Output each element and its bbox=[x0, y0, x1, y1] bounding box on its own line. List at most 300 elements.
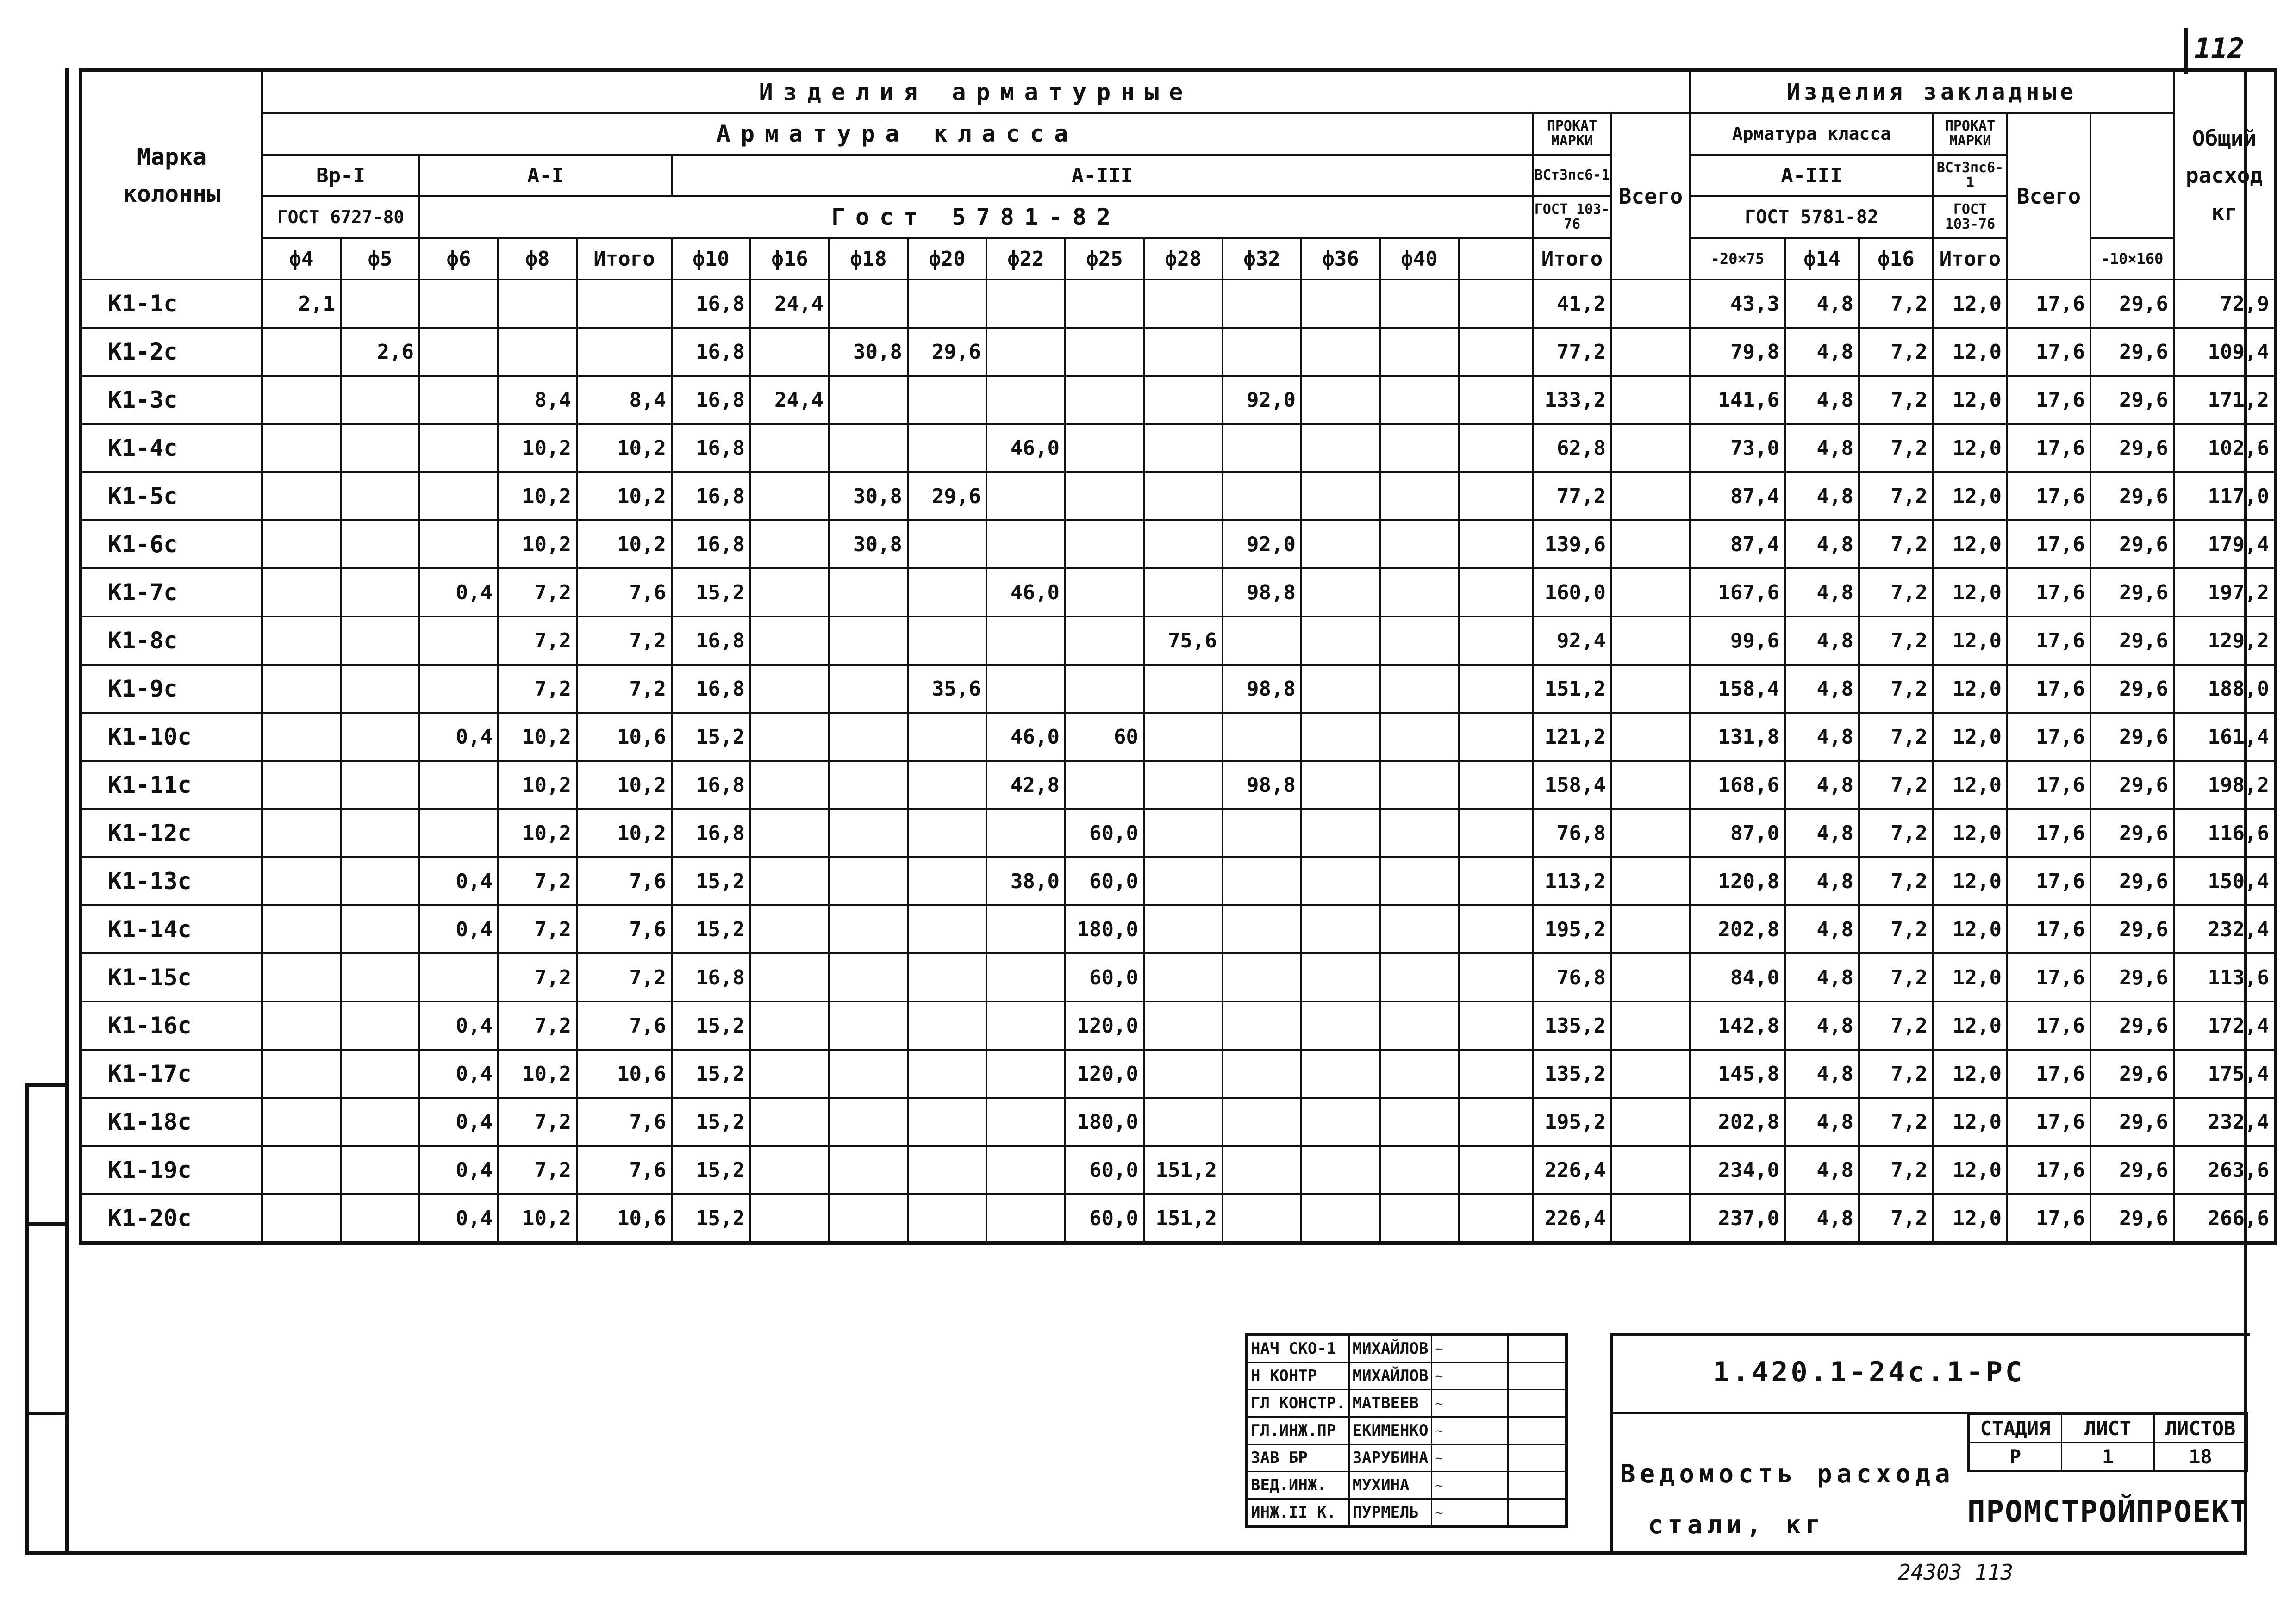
sub-header: ф5 bbox=[341, 238, 419, 280]
table-cell bbox=[1065, 568, 1144, 616]
table-cell: 7,2 bbox=[1859, 520, 1933, 568]
table-cell bbox=[262, 1194, 341, 1243]
sub-header: ф10 bbox=[672, 238, 750, 280]
table-cell bbox=[750, 761, 829, 809]
table-cell bbox=[1065, 616, 1144, 665]
table-cell: 7,2 bbox=[1859, 376, 1933, 424]
table-cell bbox=[1380, 280, 1459, 328]
table-cell bbox=[750, 905, 829, 953]
table-cell: 24,4 bbox=[750, 376, 829, 424]
table-cell bbox=[986, 520, 1065, 568]
table-cell bbox=[750, 1146, 829, 1194]
signature: ~ bbox=[1432, 1444, 1508, 1472]
table-cell: 158,4 bbox=[1690, 665, 1785, 713]
column-mark: К1-12с bbox=[81, 809, 262, 857]
table-cell bbox=[262, 761, 341, 809]
table-cell: 29,6 bbox=[2090, 857, 2174, 905]
column-mark: К1-7с bbox=[81, 568, 262, 616]
table-cell: 7,2 bbox=[1859, 1002, 1933, 1050]
table-cell: 12,0 bbox=[1933, 1146, 2007, 1194]
table-cell bbox=[986, 1002, 1065, 1050]
table-cell: 198,2 bbox=[2174, 761, 2276, 809]
table-cell bbox=[498, 328, 577, 376]
table-cell: 16,8 bbox=[672, 520, 750, 568]
table-cell: 17,6 bbox=[2007, 520, 2090, 568]
table-cell: 135,2 bbox=[1533, 1050, 1611, 1098]
table-cell: 171,2 bbox=[2174, 376, 2276, 424]
table-cell bbox=[341, 809, 419, 857]
table-row bbox=[81, 328, 2276, 376]
table-cell: 4,8 bbox=[1785, 1050, 1859, 1098]
table-cell: 12,0 bbox=[1933, 1002, 2007, 1050]
table-cell: 60,0 bbox=[1065, 953, 1144, 1002]
table-cell: 12,0 bbox=[1933, 1194, 2007, 1243]
table-cell: 139,6 bbox=[1533, 520, 1611, 568]
table-cell: 10,2 bbox=[498, 809, 577, 857]
table-cell: 10,2 bbox=[577, 472, 672, 520]
table-cell: 234,0 bbox=[1690, 1146, 1785, 1194]
table-cell bbox=[1459, 424, 1533, 472]
table-cell bbox=[908, 905, 986, 953]
table-cell: 17,6 bbox=[2007, 328, 2090, 376]
table-cell: 7,2 bbox=[498, 665, 577, 713]
stamp-role: ВЕД.ИНЖ. bbox=[1247, 1472, 1349, 1499]
table-cell bbox=[1223, 424, 1301, 472]
table-cell: 17,6 bbox=[2007, 1050, 2090, 1098]
table-cell bbox=[1611, 665, 1690, 713]
sub-header: ф36 bbox=[1301, 238, 1380, 280]
table-cell: 98,8 bbox=[1223, 665, 1301, 713]
table-cell: 76,8 bbox=[1533, 953, 1611, 1002]
table-cell bbox=[1065, 472, 1144, 520]
table-cell: 113,2 bbox=[1533, 857, 1611, 905]
table-cell bbox=[986, 1050, 1065, 1098]
table-row bbox=[81, 1146, 2276, 1194]
table-cell: 4,8 bbox=[1785, 809, 1859, 857]
table-cell bbox=[341, 1146, 419, 1194]
table-cell: 4,8 bbox=[1785, 665, 1859, 713]
class-a3-embedded: А-III bbox=[1690, 155, 1933, 196]
table-cell: 131,8 bbox=[1690, 713, 1785, 761]
table-cell: 15,2 bbox=[672, 568, 750, 616]
table-cell: 17,6 bbox=[2007, 280, 2090, 328]
table-cell bbox=[1301, 1050, 1380, 1098]
table-cell: 226,4 bbox=[1533, 1146, 1611, 1194]
table-cell bbox=[262, 1002, 341, 1050]
table-cell: 7,6 bbox=[577, 857, 672, 905]
table-cell bbox=[1380, 520, 1459, 568]
table-cell bbox=[750, 713, 829, 761]
table-cell bbox=[1459, 472, 1533, 520]
table-cell: 109,4 bbox=[2174, 328, 2276, 376]
table-cell: 7,2 bbox=[498, 1146, 577, 1194]
table-cell bbox=[1459, 665, 1533, 713]
table-cell bbox=[341, 616, 419, 665]
table-cell bbox=[1301, 424, 1380, 472]
table-cell bbox=[829, 568, 908, 616]
table-cell: 167,6 bbox=[1690, 568, 1785, 616]
table-cell bbox=[262, 953, 341, 1002]
table-cell bbox=[341, 1050, 419, 1098]
table-cell bbox=[1144, 328, 1223, 376]
table-row bbox=[81, 857, 2276, 905]
table-cell bbox=[750, 953, 829, 1002]
table-cell: 4,8 bbox=[1785, 568, 1859, 616]
table-cell bbox=[986, 1146, 1065, 1194]
table-cell bbox=[908, 280, 986, 328]
sub-header: ф6 bbox=[419, 238, 498, 280]
table-cell bbox=[1301, 280, 1380, 328]
table-cell bbox=[262, 1050, 341, 1098]
table-cell: 7,2 bbox=[1859, 761, 1933, 809]
table-cell: 4,8 bbox=[1785, 905, 1859, 953]
stamp-role: ГЛ.ИНЖ.ПР bbox=[1247, 1417, 1349, 1444]
table-cell: 41,2 bbox=[1533, 280, 1611, 328]
table-cell: 16,8 bbox=[672, 761, 750, 809]
table-cell bbox=[908, 1194, 986, 1243]
class-vr1: Вр-I bbox=[262, 155, 419, 196]
table-cell: 0,4 bbox=[419, 1050, 498, 1098]
table-cell: 120,8 bbox=[1690, 857, 1785, 905]
table-cell bbox=[1301, 905, 1380, 953]
table-cell bbox=[262, 665, 341, 713]
table-cell: 12,0 bbox=[1933, 328, 2007, 376]
table-cell bbox=[1459, 809, 1533, 857]
table-cell: 150,4 bbox=[2174, 857, 2276, 905]
sub-header: ф40 bbox=[1380, 238, 1459, 280]
sheets-label: ЛИСТОВ bbox=[2154, 1414, 2247, 1443]
binding-tick bbox=[25, 1083, 67, 1087]
table-cell: 12,0 bbox=[1933, 713, 2007, 761]
table-cell: 76,8 bbox=[1533, 809, 1611, 857]
table-cell: 7,2 bbox=[1859, 905, 1933, 953]
table-cell bbox=[341, 857, 419, 905]
sub-header: ф25 bbox=[1065, 238, 1144, 280]
table-cell: 151,2 bbox=[1144, 1194, 1223, 1243]
table-cell: 92,4 bbox=[1533, 616, 1611, 665]
table-cell: 141,6 bbox=[1690, 376, 1785, 424]
table-cell bbox=[908, 953, 986, 1002]
table-cell bbox=[1144, 472, 1223, 520]
table-cell: 226,4 bbox=[1533, 1194, 1611, 1243]
table-cell: 0,4 bbox=[419, 1002, 498, 1050]
table-cell: 202,8 bbox=[1690, 905, 1785, 953]
table-cell: 7,2 bbox=[498, 568, 577, 616]
signature: ~ bbox=[1432, 1363, 1508, 1390]
table-cell: 10,6 bbox=[577, 713, 672, 761]
table-cell: 17,6 bbox=[2007, 472, 2090, 520]
table-cell: 17,6 bbox=[2007, 1002, 2090, 1050]
table-cell: 7,2 bbox=[1859, 1146, 1933, 1194]
table-cell: 202,8 bbox=[1690, 1098, 1785, 1146]
table-cell: 102,6 bbox=[2174, 424, 2276, 472]
table-cell bbox=[1380, 568, 1459, 616]
table-cell bbox=[1144, 424, 1223, 472]
table-cell bbox=[1301, 761, 1380, 809]
table-cell: 116,6 bbox=[2174, 809, 2276, 857]
stamp-row bbox=[1247, 1444, 1566, 1472]
table-cell bbox=[1380, 857, 1459, 905]
stamp-row bbox=[1247, 1499, 1566, 1527]
rolled-mark-header: ПРОКАТ МАРКИ bbox=[1533, 113, 1611, 155]
table-cell: 12,0 bbox=[1933, 905, 2007, 953]
table-cell bbox=[750, 424, 829, 472]
table-cell bbox=[1459, 280, 1533, 328]
stamp-name: МАТВЕЕВ bbox=[1349, 1390, 1432, 1417]
document-title-line: Ведомость расхода bbox=[1620, 1459, 1955, 1488]
table-cell: 8,4 bbox=[498, 376, 577, 424]
table-cell bbox=[1459, 568, 1533, 616]
table-cell bbox=[750, 665, 829, 713]
table-cell: 113,6 bbox=[2174, 953, 2276, 1002]
table-cell: 15,2 bbox=[672, 1146, 750, 1194]
table-cell: 43,3 bbox=[1690, 280, 1785, 328]
table-cell: 129,2 bbox=[2174, 616, 2276, 665]
table-cell bbox=[829, 905, 908, 953]
table-cell: 7,2 bbox=[1859, 568, 1933, 616]
signature-stamp bbox=[1245, 1333, 1568, 1528]
table-cell: 72,9 bbox=[2174, 280, 2276, 328]
table-cell: 4,8 bbox=[1785, 472, 1859, 520]
table-cell bbox=[1223, 1050, 1301, 1098]
table-cell bbox=[1301, 376, 1380, 424]
table-cell bbox=[829, 857, 908, 905]
table-cell bbox=[1065, 520, 1144, 568]
table-cell bbox=[1223, 713, 1301, 761]
table-row bbox=[81, 761, 2276, 809]
table-cell: 7,2 bbox=[1859, 665, 1933, 713]
table-cell bbox=[262, 568, 341, 616]
table-cell bbox=[1459, 520, 1533, 568]
table-cell: 17,6 bbox=[2007, 905, 2090, 953]
table-cell bbox=[908, 761, 986, 809]
table-cell: 7,2 bbox=[498, 857, 577, 905]
table-cell: 29,6 bbox=[908, 328, 986, 376]
table-cell bbox=[908, 1146, 986, 1194]
column-mark: К1-6с bbox=[81, 520, 262, 568]
table-cell bbox=[341, 376, 419, 424]
table-cell bbox=[262, 424, 341, 472]
sub-header: ф4 bbox=[262, 238, 341, 280]
table-cell: 10,2 bbox=[577, 809, 672, 857]
table-cell bbox=[1223, 857, 1301, 905]
table-cell: 29,6 bbox=[2090, 1050, 2174, 1098]
table-cell: 0,4 bbox=[419, 568, 498, 616]
table-cell bbox=[1611, 857, 1690, 905]
table-cell bbox=[908, 1050, 986, 1098]
table-row bbox=[81, 520, 2276, 568]
table-cell: 30,8 bbox=[829, 328, 908, 376]
table-cell bbox=[1380, 1050, 1459, 1098]
table-cell bbox=[750, 1194, 829, 1243]
table-cell bbox=[1380, 1002, 1459, 1050]
table-cell bbox=[1223, 953, 1301, 1002]
table-cell bbox=[419, 665, 498, 713]
table-cell bbox=[1144, 761, 1223, 809]
table-cell: 15,2 bbox=[672, 1098, 750, 1146]
column-mark: К1-9с bbox=[81, 665, 262, 713]
table-cell bbox=[419, 376, 498, 424]
table-cell bbox=[750, 472, 829, 520]
table-cell: 168,6 bbox=[1690, 761, 1785, 809]
stamp-row bbox=[1247, 1363, 1566, 1390]
table-cell bbox=[1459, 761, 1533, 809]
table-cell: 7,2 bbox=[498, 1002, 577, 1050]
gost-5781-embedded: ГОСТ 5781-82 bbox=[1690, 196, 1933, 238]
table-cell bbox=[1459, 1146, 1533, 1194]
table-cell: 29,6 bbox=[2090, 713, 2174, 761]
table-cell: 237,0 bbox=[1690, 1194, 1785, 1243]
table-cell: 4,8 bbox=[1785, 328, 1859, 376]
table-cell bbox=[419, 761, 498, 809]
table-cell: 12,0 bbox=[1933, 1050, 2007, 1098]
table-cell bbox=[829, 713, 908, 761]
table-cell bbox=[1611, 1098, 1690, 1146]
stage-label: СТАДИЯ bbox=[1969, 1414, 2062, 1443]
table-cell: 151,2 bbox=[1144, 1146, 1223, 1194]
stamp-role: ГЛ КОНСТР. bbox=[1247, 1390, 1349, 1417]
table-cell: 29,6 bbox=[2090, 1002, 2174, 1050]
table-cell: 4,8 bbox=[1785, 953, 1859, 1002]
table-cell: 46,0 bbox=[986, 713, 1065, 761]
table-cell: 29,6 bbox=[2090, 568, 2174, 616]
table-cell bbox=[1144, 665, 1223, 713]
column-mark: К1-20с bbox=[81, 1194, 262, 1243]
table-cell bbox=[1380, 424, 1459, 472]
table-cell: 7,2 bbox=[1859, 713, 1933, 761]
table-cell: 7,2 bbox=[1859, 857, 1933, 905]
table-cell: 77,2 bbox=[1533, 472, 1611, 520]
table-cell: 4,8 bbox=[1785, 713, 1859, 761]
table-cell bbox=[1223, 472, 1301, 520]
table-cell bbox=[1611, 713, 1690, 761]
table-cell bbox=[986, 616, 1065, 665]
table-cell: 60,0 bbox=[1065, 857, 1144, 905]
table-cell: 12,0 bbox=[1933, 616, 2007, 665]
column-mark: К1-13с bbox=[81, 857, 262, 905]
table-cell bbox=[1223, 809, 1301, 857]
sub-header: ф20 bbox=[908, 238, 986, 280]
table-cell: 195,2 bbox=[1533, 1098, 1611, 1146]
table-cell: 7,2 bbox=[577, 616, 672, 665]
table-cell bbox=[1301, 568, 1380, 616]
table-cell: 29,6 bbox=[2090, 809, 2174, 857]
column-mark: К1-19с bbox=[81, 1146, 262, 1194]
sub-header: ф8 bbox=[498, 238, 577, 280]
column-mark: К1-1с bbox=[81, 280, 262, 328]
table-cell bbox=[1380, 953, 1459, 1002]
table-cell: 4,8 bbox=[1785, 1146, 1859, 1194]
table-cell: 30,8 bbox=[829, 472, 908, 520]
table-cell: 0,4 bbox=[419, 1098, 498, 1146]
table-cell: 12,0 bbox=[1933, 376, 2007, 424]
binding-tick bbox=[25, 1222, 67, 1226]
table-cell: 24,4 bbox=[750, 280, 829, 328]
table-cell bbox=[1611, 520, 1690, 568]
sub-header: -10×160 bbox=[2090, 238, 2174, 280]
table-cell bbox=[341, 568, 419, 616]
table-cell bbox=[419, 472, 498, 520]
table-cell bbox=[262, 1146, 341, 1194]
table-cell: 17,6 bbox=[2007, 665, 2090, 713]
table-cell bbox=[1459, 1050, 1533, 1098]
table-cell bbox=[1611, 424, 1690, 472]
sub-header: Итого bbox=[577, 238, 672, 280]
table-cell bbox=[1301, 857, 1380, 905]
steel-grade-2: ВСт3пс6-1 bbox=[1933, 155, 2007, 196]
sub-header: ф16 bbox=[750, 238, 829, 280]
table-row bbox=[81, 472, 2276, 520]
table-cell: 160,0 bbox=[1533, 568, 1611, 616]
table-cell: 17,6 bbox=[2007, 376, 2090, 424]
table-cell bbox=[1611, 953, 1690, 1002]
stamp-name: МИХАЙЛОВ bbox=[1349, 1363, 1432, 1390]
table-cell: 98,8 bbox=[1223, 568, 1301, 616]
table-cell: 117,0 bbox=[2174, 472, 2276, 520]
table-cell: 7,2 bbox=[1859, 616, 1933, 665]
table-cell bbox=[1301, 713, 1380, 761]
table-cell: 17,6 bbox=[2007, 953, 2090, 1002]
table-cell: 10,2 bbox=[498, 520, 577, 568]
table-cell bbox=[1301, 809, 1380, 857]
table-cell bbox=[829, 761, 908, 809]
table-cell: 12,0 bbox=[1933, 568, 2007, 616]
table-cell: 188,0 bbox=[2174, 665, 2276, 713]
table-cell bbox=[908, 857, 986, 905]
table-cell: 7,6 bbox=[577, 1002, 672, 1050]
table-cell bbox=[750, 616, 829, 665]
table-cell bbox=[1459, 376, 1533, 424]
table-cell bbox=[341, 1194, 419, 1243]
table-cell bbox=[1611, 1002, 1690, 1050]
table-cell bbox=[908, 616, 986, 665]
table-cell bbox=[262, 376, 341, 424]
stamp-date bbox=[1508, 1444, 1567, 1472]
table-cell bbox=[1301, 1098, 1380, 1146]
gost-6727: ГОСТ 6727-80 bbox=[262, 196, 419, 238]
table-cell bbox=[1144, 280, 1223, 328]
table-cell bbox=[1611, 376, 1690, 424]
signature: ~ bbox=[1432, 1334, 1508, 1363]
table-cell: 121,2 bbox=[1533, 713, 1611, 761]
table-cell bbox=[829, 665, 908, 713]
table-cell bbox=[419, 616, 498, 665]
table-cell bbox=[986, 953, 1065, 1002]
stamp-row bbox=[1247, 1390, 1566, 1417]
page-number: 112 bbox=[2194, 32, 2245, 65]
table-cell bbox=[829, 809, 908, 857]
table-cell bbox=[1065, 665, 1144, 713]
table-cell bbox=[1223, 1146, 1301, 1194]
table-cell: 142,8 bbox=[1690, 1002, 1785, 1050]
table-cell: 75,6 bbox=[1144, 616, 1223, 665]
stage-value: Р bbox=[1969, 1443, 2062, 1471]
table-cell bbox=[1301, 1194, 1380, 1243]
table-cell bbox=[419, 328, 498, 376]
table-cell bbox=[750, 1050, 829, 1098]
table-cell: 4,8 bbox=[1785, 424, 1859, 472]
table-cell bbox=[829, 424, 908, 472]
sheets-value: 18 bbox=[2154, 1443, 2247, 1471]
table-cell: 46,0 bbox=[986, 424, 1065, 472]
table-cell bbox=[1144, 905, 1223, 953]
table-cell bbox=[1459, 1002, 1533, 1050]
table-cell: 84,0 bbox=[1690, 953, 1785, 1002]
table-cell bbox=[829, 1194, 908, 1243]
table-cell: 7,6 bbox=[577, 905, 672, 953]
table-cell bbox=[1301, 953, 1380, 1002]
table-cell: 2,1 bbox=[262, 280, 341, 328]
